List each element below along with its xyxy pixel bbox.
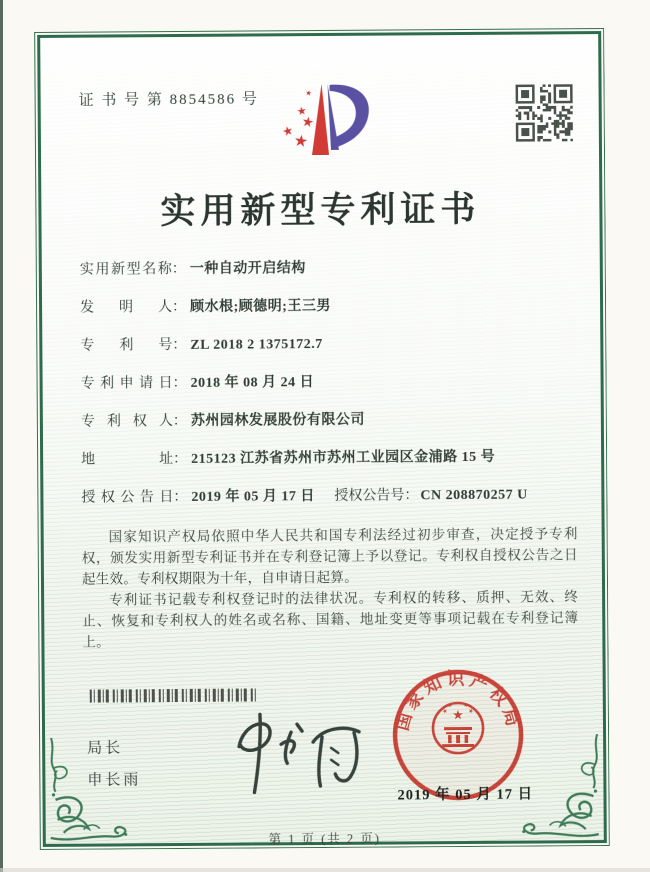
field-value: ZL 2018 2 1375172.7 <box>190 336 323 353</box>
field-label: 发明人 <box>80 300 173 316</box>
certificate-title: 实用新型专利证书 <box>160 189 481 232</box>
photo-edge <box>0 0 3 872</box>
field-value: 一种自动开启结构 <box>189 261 306 277</box>
field-grant-date: 授权公告日： 2019 年 05 月 17 日 授权公告号： CN 208870257 U <box>81 487 528 506</box>
field-name: 实用新型名称： 一种自动开启结构 <box>79 261 306 278</box>
seal-text: 国家知识产权局 <box>391 668 525 733</box>
legal-paragraph: 国家知识产权局依照中华人民共和国专利法经过初步审查，决定授予专利权，颁发实用新型专利证书并在专利登记簿上予以登记。专利权自授权公告之日起生效。专利权期限为十年，自申请日起算。 <box>81 526 578 587</box>
field-value: 2018 年 08 月 24 日 <box>190 375 315 391</box>
field-label: 专利申请日 <box>80 376 173 392</box>
field-label: 专利权人 <box>80 414 173 430</box>
field-label: 实用新型名称 <box>79 262 172 278</box>
seal-date: 2019 年 05 月 17 日 <box>397 786 534 804</box>
page-number: 第 1 页 (共 2 页) <box>268 831 382 847</box>
field-patent-number: 专利号： ZL 2018 2 1375172.7 <box>80 336 323 354</box>
field-label: 授权公告号 <box>334 488 405 504</box>
patent-certificate <box>37 31 607 847</box>
field-label: 地址 <box>81 452 174 468</box>
field-value: 苏州园林发展股份有限公司 <box>190 412 365 429</box>
field-filing-date: 专利申请日： 2018 年 08 月 24 日 <box>80 375 315 392</box>
certificate-number: 证 书 号 第 8854586 号 <box>78 91 259 109</box>
field-value: 2019 年 05 月 17 日 <box>191 489 315 505</box>
field-address: 地址： 215123 江苏省苏州市苏州工业园区金浦路 15 号 <box>81 449 496 468</box>
field-inventor: 发明人： 顾水根;顾德明;王三男 <box>80 298 331 316</box>
legal-text <box>82 523 579 652</box>
field-value: 215123 江苏省苏州市苏州工业园区金浦路 15 号 <box>191 449 496 467</box>
field-label: 授权公告日 <box>81 490 174 506</box>
cnipa-logo-icon <box>278 80 375 163</box>
field-value: 顾水根;顾德明;王三男 <box>190 298 331 315</box>
legal-paragraph: 专利证书记载专利权登记时的法律状况。专利权的转移、质押、无效、终止、恢复和专利权人的姓名或名称、国籍、地址变更等事项记载在专利登记簿上。 <box>82 589 579 650</box>
field-label: 专利号 <box>80 338 173 354</box>
field-patentee: 专利权人： 苏州园林发展股份有限公司 <box>80 412 365 430</box>
director-signature <box>223 706 374 805</box>
field-value: CN 208870257 U <box>420 487 528 504</box>
photo-edge-shadow <box>0 868 650 872</box>
qr-code <box>516 84 573 141</box>
patent-fields <box>80 258 582 521</box>
field-grant-number: 授权公告号： CN 208870257 U <box>334 487 528 504</box>
barcode <box>90 688 258 702</box>
corner-flourish-right <box>505 734 602 839</box>
corner-flourish-left <box>47 737 144 842</box>
director-name: 申长雨 <box>87 772 142 789</box>
director-title: 局长 <box>87 740 124 757</box>
